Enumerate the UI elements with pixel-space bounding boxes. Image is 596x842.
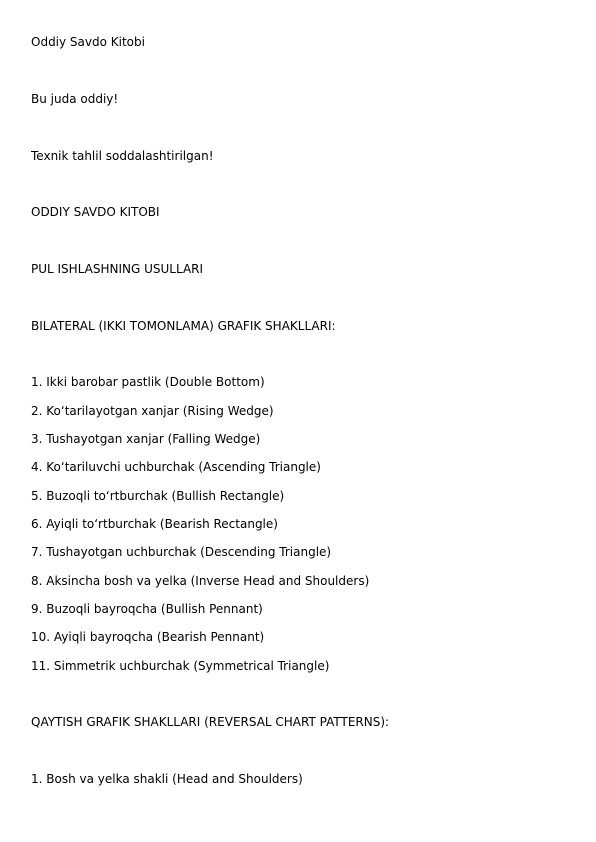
list-item: 7. Tushayotgan uchburchak (Descending Triangle) [31,545,332,559]
section-heading-reversal: QAYTISH GRAFIK SHAKLLARI (REVERSAL CHART PATTERNS): [31,715,390,729]
list-item: 1. Ikki barobar pastlik (Double Bottom) [31,375,265,389]
list-item: 10. Ayiqli bayroqcha (Bearish Pennant) [31,630,265,644]
list-item: 5. Buzoqli to‘rtburchak (Bullish Rectangle) [31,489,285,503]
list-item: 4. Ko‘tariluvchi uchburchak (Ascending Triangle) [31,460,321,474]
list-item: 11. Simmetrik uchburchak (Symmetrical Triangle) [31,659,330,673]
list-item: 6. Ayiqli to‘rtburchak (Bearish Rectangle) [31,517,278,531]
section-heading-money: PUL ISHLASHNING USULLARI [31,262,204,276]
section-heading-bilateral: BILATERAL (IKKI TOMONLAMA) GRAFIK SHAKLLARI: [31,319,336,333]
book-heading: ODDIY SAVDO KITOBI [31,205,160,219]
list-item: 3. Tushayotgan xanjar (Falling Wedge) [31,432,261,446]
list-item: 8. Aksincha bosh va yelka (Inverse Head and Shoulders) [31,574,370,588]
list-item: 1. Bosh va yelka shakli (Head and Shoulders) [31,772,303,786]
intro-line-2: Texnik tahlil soddalashtirilgan! [31,149,214,163]
intro-line-1: Bu juda oddiy! [31,92,119,106]
list-item: 9. Buzoqli bayroqcha (Bullish Pennant) [31,602,263,616]
document-title: Oddiy Savdo Kitobi [31,35,145,49]
list-item: 2. Ko‘tarilayotgan xanjar (Rising Wedge) [31,404,274,418]
